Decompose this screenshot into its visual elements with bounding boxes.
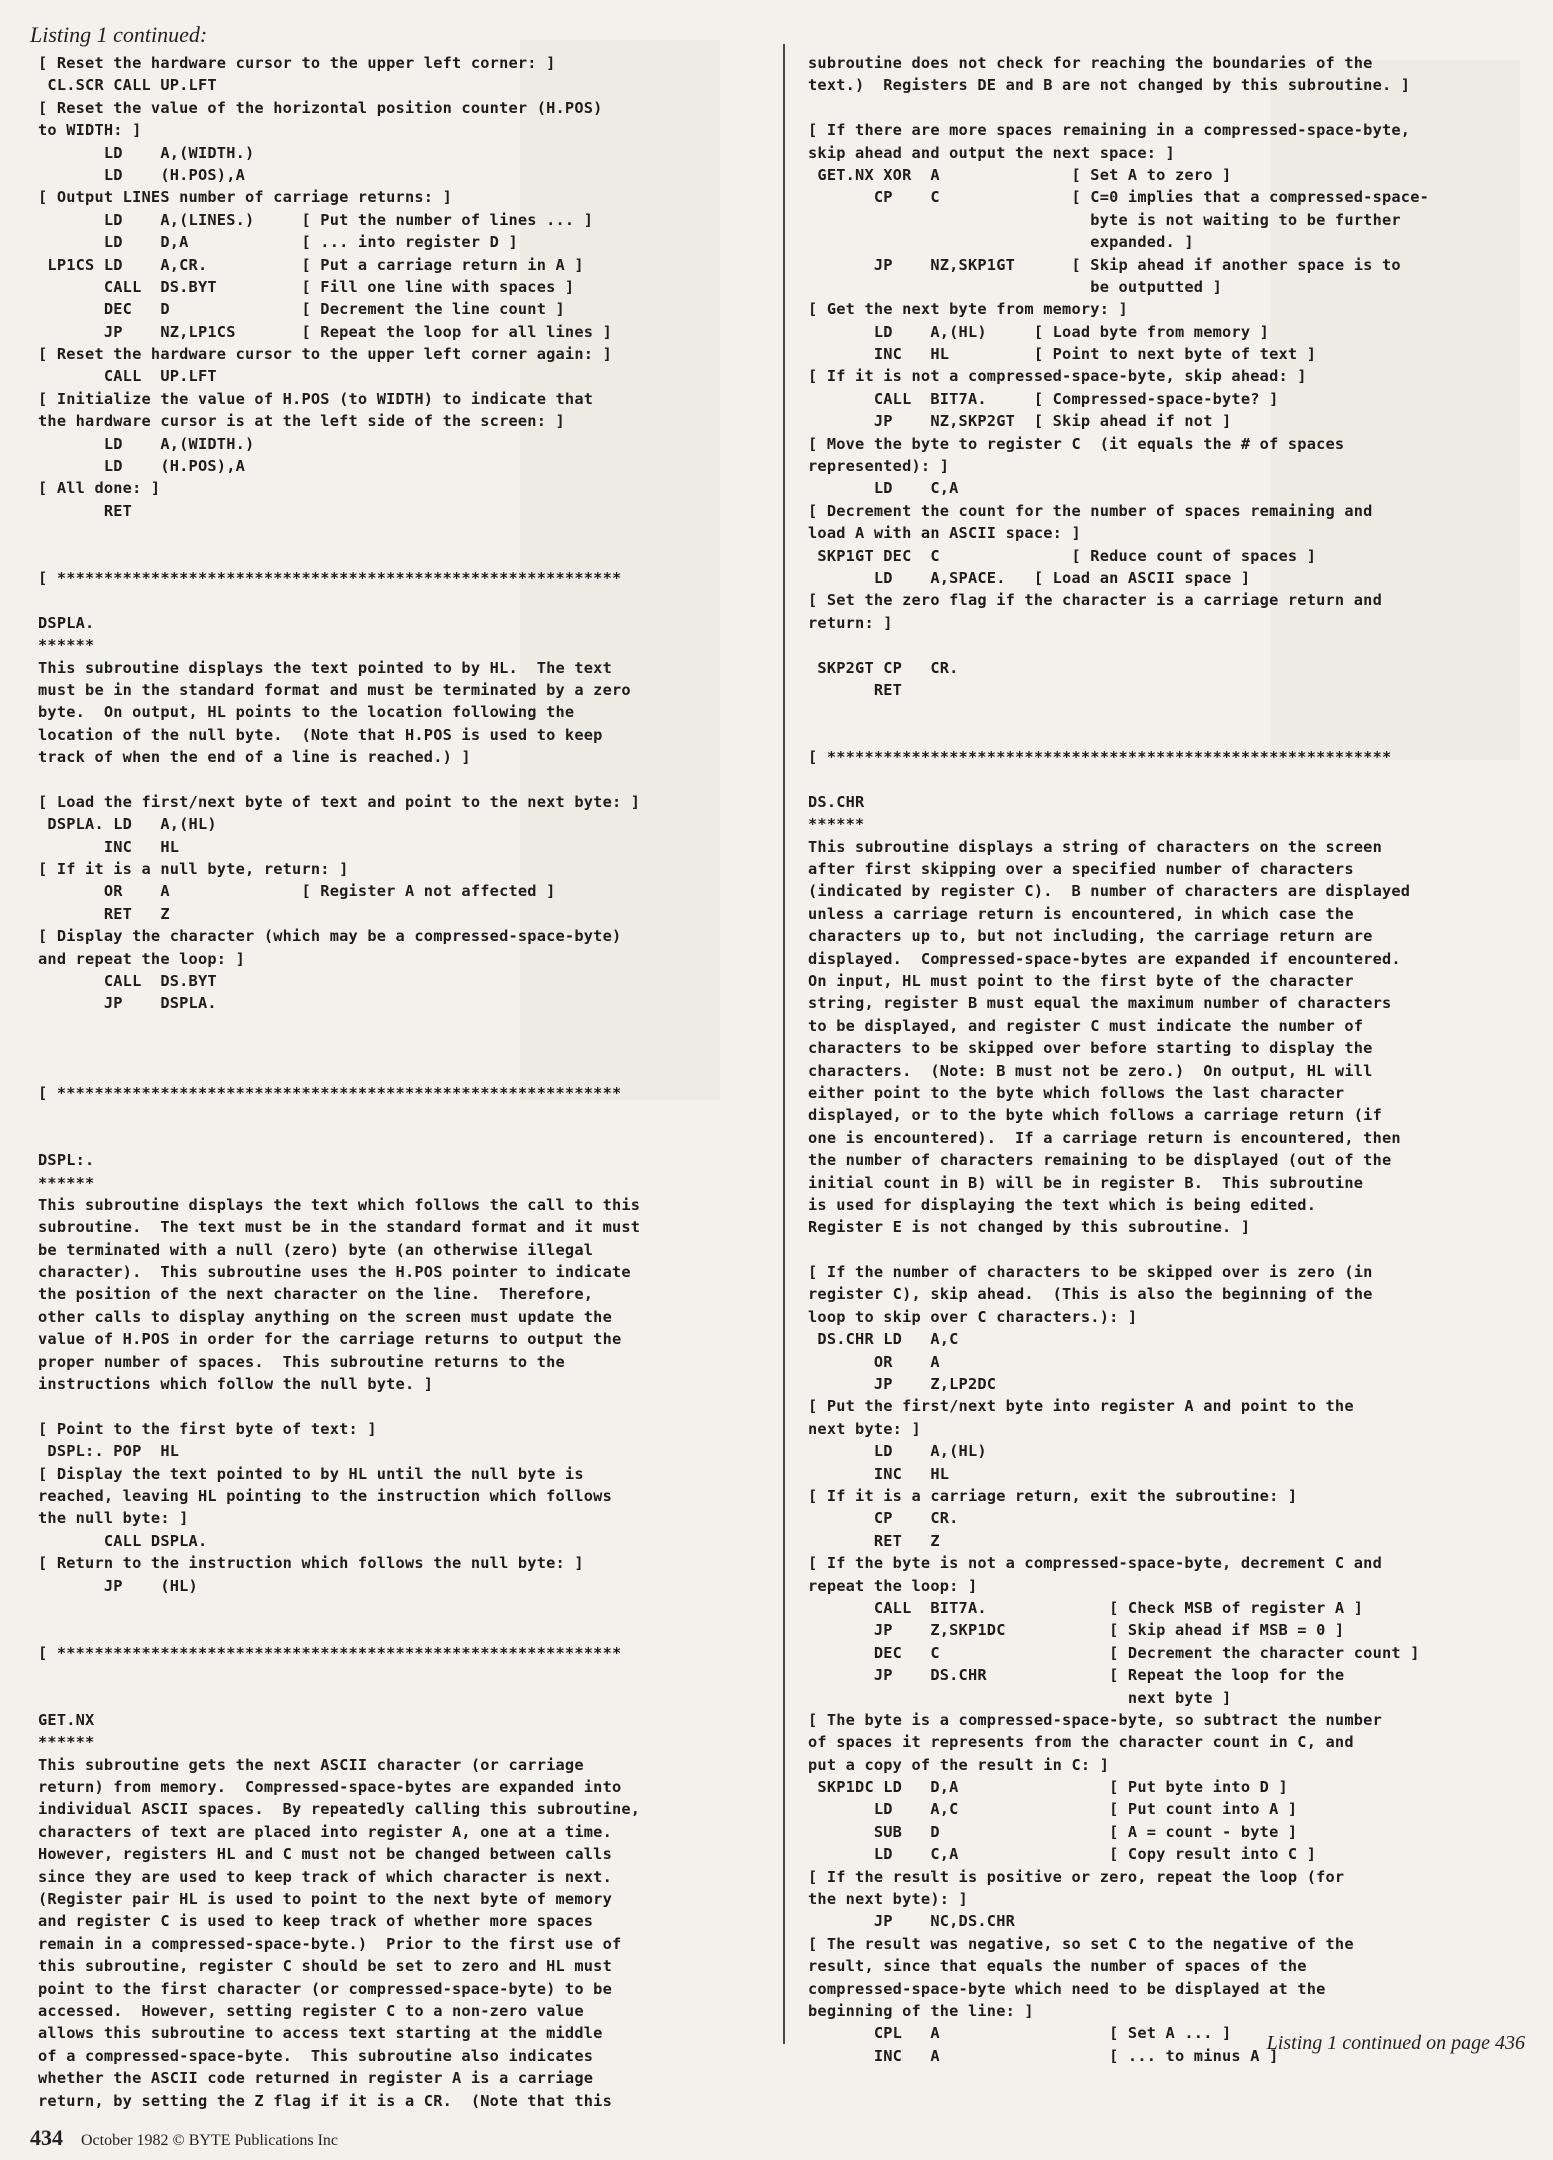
code-line: characters up to, but not including, the carriage return are [808,927,1373,946]
code-line: other calls to display anything on the screen must update the [38,1307,612,1326]
code-line: return) from memory. Compressed-space-bytes are expanded into [38,1778,622,1797]
code-line: unless a carriage return is encountered, in which case the [808,904,1354,923]
code-line: beginning of the line: ] [808,2001,1034,2020]
code-line: This subroutine gets the next ASCII character (or carriage [38,1755,584,1774]
listing-header: Listing 1 continued: [30,22,208,47]
code-line: JP DS.CHR [ Repeat the loop for the [808,1666,1345,1685]
code-line: [ If the byte is not a compressed-space-byte, decrement C and [808,1554,1382,1573]
code-line: subroutine. The text must be in the standard format and it must [38,1218,641,1237]
code-line: Register E is not changed by this subroutine. ] [808,1218,1251,1237]
code-line: RET Z [808,1531,940,1550]
code-line: [ All done: ] [38,479,161,498]
code-line: However, registers HL and C must not be changed between calls [38,1845,612,1864]
code-line: DEC D [ Decrement the line count ] [38,300,565,319]
code-line: SKP1GT DEC C [ Reduce count of spaces ] [808,546,1317,565]
code-line [38,1664,758,1686]
code-line: LP1CS LD A,CR. [ Put a carriage return in A ] [38,255,584,274]
code-line: On input, HL must point to the first byte of the character [808,972,1354,991]
code-line: CL.SCR CALL UP.LFT [38,76,217,95]
code-line [808,701,1528,723]
code-line: (indicated by register C). B number of characters are displayed [808,882,1411,901]
code-line: and register C is used to keep track of whether more spaces [38,1912,594,1931]
code-line: one is encountered). If a carriage return is encountered, then [808,1128,1401,1147]
code-line: (Register pair HL is used to point to the next byte of memory [38,1890,612,1909]
code-line: next byte ] [808,1688,1232,1707]
code-line: DSPLA. [38,613,95,632]
code-line: return: ] [808,613,893,632]
code-line: be outputted ] [808,277,1223,296]
code-line: LD A,(WIDTH.) [38,434,255,453]
code-line [38,545,758,567]
code-line: characters to be skipped over before starting to display the [808,1039,1373,1058]
code-line: LD C,A [808,479,959,498]
code-line: initial count in B) will be in register B. This subroutine [808,1173,1364,1192]
code-line: subroutine does not check for reaching the boundaries of the [808,54,1373,72]
code-line: DSPL:. POP HL [38,1442,180,1461]
code-line: [ Put the first/next byte into register A and point to the [808,1397,1354,1416]
code-line: LD C,A [ Copy result into C ] [808,1845,1317,1864]
code-line: INC A [ ... to minus A ] [808,2046,1279,2065]
code-line: This subroutine displays a string of characters on the screen [808,837,1382,856]
code-line: put a copy of the result in C: ] [808,1755,1110,1774]
code-line: JP NZ,LP1CS [ Repeat the loop for all lines ] [38,322,612,341]
code-line: be terminated with a null (zero) byte (an otherwise illegal [38,1240,594,1259]
code-line: [ The result was negative, so set C to the negative of the [808,1934,1354,1953]
code-line: expanded. ] [808,233,1194,252]
code-column-left [38,52,758,2112]
code-line: proper number of spaces. This subroutine returns to the [38,1352,565,1371]
code-line: CALL DS.BYT [38,972,217,991]
code-line: must be in the standard format and must be terminated by a zero [38,680,631,699]
code-line [38,522,758,544]
code-line: [ Display the character (which may be a compressed-space-byte) [38,927,622,946]
code-line: [ Output LINES number of carriage returns: ] [38,188,453,207]
code-line: remain in a compressed-space-byte.) Prior to the first use of [38,1934,622,1953]
code-line: location of the null byte. (Note that H.POS is used to keep [38,725,603,744]
code-line: OR A [808,1352,940,1371]
code-line: the next byte): ] [808,1890,968,1909]
code-line [808,1239,1528,1261]
code-line: value of H.POS in order for the carriage returns to output the [38,1330,622,1349]
code-line: after first skipping over a specified number of characters [808,860,1354,879]
code-line [38,1597,758,1619]
code-line: character). This subroutine uses the H.POS pointer to indicate [38,1263,631,1282]
code-line: [ If it is not a compressed-space-byte, skip ahead: ] [808,367,1307,386]
code-line: INC HL [808,1464,950,1483]
code-line: [ Get the next byte from memory: ] [808,300,1128,319]
code-line [38,1060,758,1082]
code-line: [ ************************************************************ [38,568,622,587]
code-line: whether the ASCII code returned in register A is a carriage [38,2069,594,2088]
code-line: JP Z,SKP1DC [ Skip ahead if MSB = 0 ] [808,1621,1345,1640]
code-line: JP Z,LP2DC [808,1375,997,1394]
code-line: text.) Registers DE and B are not changed by this subroutine. ] [808,76,1411,95]
code-line: [ If the result is positive or zero, repeat the loop (for [808,1867,1345,1886]
code-line: [ Return to the instruction which follows the null byte: ] [38,1554,584,1573]
code-line: CALL DSPLA. [38,1531,208,1550]
code-line: CPL A [ Set A ... ] [808,2024,1232,2043]
code-line: GET.NX XOR A [ Set A to zero ] [808,165,1232,184]
code-line [808,724,1528,746]
code-line: INC HL [38,837,180,856]
code-line: string, register B must equal the maximum number of characters [808,994,1392,1013]
code-line: INC HL [ Point to next byte of text ] [808,345,1317,364]
code-line [38,769,758,791]
code-line: CP C [ C=0 implies that a compressed-space- [808,188,1430,207]
code-line: [ If there are more spaces remaining in a compressed-space-byte, [808,121,1411,140]
code-line: displayed. Compressed-space-bytes are expanded if encountered. [808,949,1401,968]
code-line: to WIDTH: ] [38,121,142,140]
code-line [38,1687,758,1709]
code-line: DS.CHR LD A,C [808,1330,959,1349]
column-divider [783,44,785,2044]
code-line: skip ahead and output the next space: ] [808,143,1175,162]
code-line: RET [38,501,133,520]
code-line: [ Initialize the value of H.POS (to WIDTH) to indicate that [38,389,594,408]
code-line: this subroutine, register C should be set to zero and HL must [38,1957,612,1976]
code-line: LD (H.POS),A [38,457,246,476]
code-line: [ Reset the value of the horizontal position counter (H.POS) [38,98,603,117]
code-line: LD A,(HL) [ Load byte from memory ] [808,322,1270,341]
code-line: CALL DS.BYT [ Fill one line with spaces ] [38,277,575,296]
code-line: is used for displaying the text which is being edited. [808,1195,1317,1214]
code-line: JP NZ,SKP1GT [ Skip ahead if another space is to [808,255,1401,274]
code-line: CP CR. [808,1509,959,1528]
code-line: [ Display the text pointed to by HL until the null byte is [38,1464,584,1483]
code-line: JP (HL) [38,1576,198,1595]
code-line: DSPL:. [38,1151,95,1170]
code-line: displayed, or to the byte which follows a carriage return (if [808,1106,1382,1125]
code-line: allows this subroutine to access text starting at the middle [38,2024,603,2043]
code-line: represented): ] [808,457,950,476]
code-line: load A with an ASCII space: ] [808,524,1081,543]
code-line: DS.CHR [808,792,865,811]
code-line: SKP2GT CP CR. [808,658,959,677]
code-line: either point to the byte which follows the last character [808,1083,1345,1102]
code-line: CALL BIT7A. [ Compressed-space-byte? ] [808,389,1279,408]
code-line: of spaces it represents from the character count in C, and [808,1733,1354,1752]
code-line: the hardware cursor is at the left side of the screen: ] [38,412,565,431]
code-line: [ Move the byte to register C (it equals the # of spaces [808,434,1345,453]
page-folio [30,2125,338,2151]
publication-line: October 1982 © BYTE Publications Inc [81,2132,338,2149]
code-line: SKP1DC LD D,A [ Put byte into D ] [808,1778,1288,1797]
code-line: LD A,C [ Put count into A ] [808,1800,1298,1819]
code-line: characters of text are placed into register A, one at a time. [38,1822,612,1841]
code-line: OR A [ Register A not affected ] [38,882,556,901]
code-line: LD A,SPACE. [ Load an ASCII space ] [808,568,1251,587]
code-line: [ Decrement the count for the number of spaces remaining and [808,501,1373,520]
code-line: point to the first character (or compressed-space-byte) to be [38,1979,612,1998]
code-line: JP NC,DS.CHR [808,1912,1016,1931]
code-line: [ ************************************************************ [808,748,1392,767]
code-line [38,589,758,611]
page-number: 434 [30,2125,63,2150]
code-line: LD A,(LINES.) [ Put the number of lines ... ] [38,210,594,229]
code-line: instructions which follow the null byte. ] [38,1375,434,1394]
code-line: reached, leaving HL pointing to the instruction which follows [38,1487,612,1505]
code-line: SUB D [ A = count - byte ] [808,1822,1298,1841]
code-line: ****** [808,815,865,834]
code-line: [ ************************************************************ [38,1643,622,1662]
code-line [38,1104,758,1126]
code-line: individual ASCII spaces. By repeatedly calling this subroutine, [38,1800,641,1819]
code-line: of a compressed-space-byte. This subroutine also indicates [38,2046,594,2065]
code-line: [ If the number of characters to be skipped over is zero (in [808,1263,1373,1282]
code-line: DEC C [ Decrement the character count ] [808,1643,1420,1662]
code-line: [ If it is a null byte, return: ] [38,860,349,879]
code-line: compressed-space-byte which need to be displayed at the [808,1979,1326,1998]
code-line: ****** [38,636,95,655]
code-line: result, since that equals the number of spaces of the [808,1957,1307,1976]
continued-note: Listing 1 continued on page 436 [1266,2032,1525,2054]
code-line: CALL BIT7A. [ Check MSB of register A ] [808,1598,1364,1617]
code-line: [ ************************************************************ [38,1083,622,1102]
code-line: This subroutine displays the text which follows the call to this [38,1195,641,1214]
code-line [38,1127,758,1149]
code-line: LD A,(HL) [808,1442,987,1461]
code-line: byte. On output, HL points to the location following the [38,703,575,722]
code-line: LD (H.POS),A [38,165,246,184]
code-line: loop to skip over C characters.): ] [808,1307,1138,1326]
code-line: LD D,A [ ... into register D ] [38,233,518,252]
code-line: track of when the end of a line is reached.) ] [38,748,471,767]
code-line: [ Point to the first byte of text: ] [38,1419,377,1438]
code-line: [ Set the zero flag if the character is a carriage return and [808,591,1382,610]
code-line: JP DSPLA. [38,994,217,1013]
code-line: RET Z [38,904,170,923]
code-line: byte is not waiting to be further [808,210,1401,229]
code-line: repeat the loop: ] [808,1576,978,1595]
code-line [38,1619,758,1641]
code-line [808,634,1528,656]
code-line [808,769,1528,791]
code-line: JP NZ,SKP2GT [ Skip ahead if not ] [808,412,1232,431]
code-line: [ The byte is a compressed-space-byte, so subtract the number [808,1710,1382,1729]
code-line: RET [808,680,903,699]
code-line: [ Load the first/next byte of text and point to the next byte: ] [38,792,641,811]
code-line [38,1395,758,1417]
code-line: LD A,(WIDTH.) [38,143,255,162]
code-line: ****** [38,1733,95,1752]
code-line: GET.NX [38,1710,95,1729]
code-line: [ Reset the hardware cursor to the upper left corner again: ] [38,345,612,364]
code-line [808,97,1528,119]
code-line: ****** [38,1173,95,1192]
code-line: to be displayed, and register C must indicate the number of [808,1016,1364,1035]
code-line: accessed. However, setting register C to a non-zero value [38,2001,584,2020]
code-line: CALL UP.LFT [38,367,217,386]
code-line: DSPLA. LD A,(HL) [38,815,217,834]
code-line: and repeat the loop: ] [38,949,246,968]
code-line: the position of the next character on the line. Therefore, [38,1285,594,1304]
code-line: the null byte: ] [38,1509,189,1528]
code-line [38,1037,758,1059]
code-line: [ If it is a carriage return, exit the subroutine: ] [808,1487,1298,1505]
code-line: next byte: ] [808,1419,921,1438]
code-line: return, by setting the Z flag if it is a CR. (Note that this [38,2091,612,2110]
code-line: characters. (Note: B must not be zero.) On output, HL will [808,1061,1373,1080]
code-line [38,1015,758,1037]
code-line: register C), skip ahead. (This is also the beginning of the [808,1285,1373,1304]
code-line: This subroutine displays the text pointed to by HL. The text [38,658,612,677]
code-line: since they are used to keep track of which character is next. [38,1867,612,1886]
code-column-right [808,52,1528,2067]
code-line: the number of characters remaining to be displayed (out of the [808,1151,1392,1170]
code-line: [ Reset the hardware cursor to the upper left corner: ] [38,54,556,72]
